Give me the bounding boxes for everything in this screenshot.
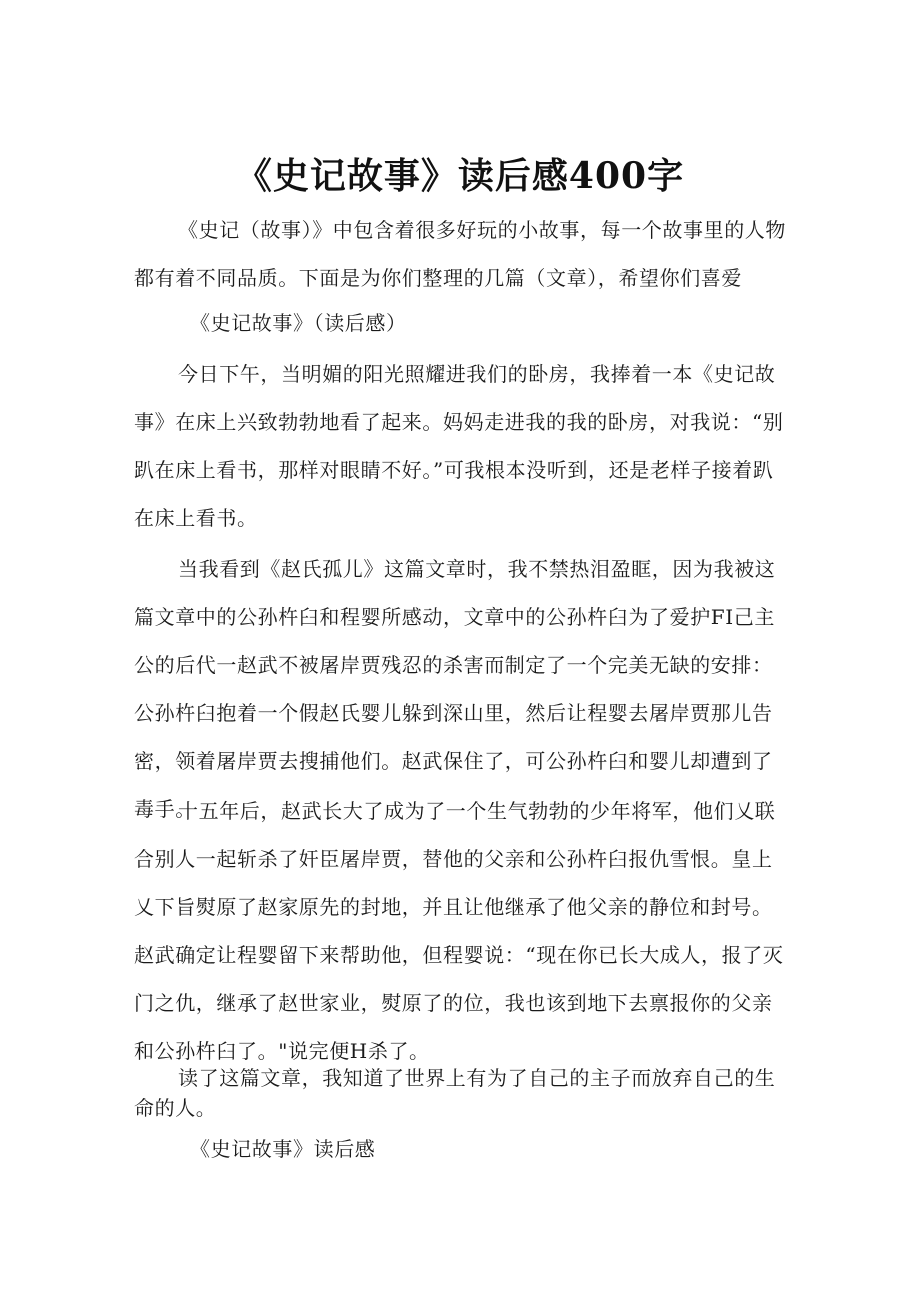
- body-paragraph: 读了这篇文章，我知道了世界上有为了自己的主子而放弃自己的生命的人。: [134, 1066, 776, 1120]
- section-heading: 《史记故事》读后感: [190, 1137, 376, 1161]
- body-paragraph: 当我看到《赵氏孤儿》这篇文章时，我不禁热泪盈眶，因为我被这篇文章中的公孙杵臼和程婴所感动，文章中的公孙杵臼为了爱护FI己主公的后代一赵武不被屠岸贾残忍的杀害而制定了一个完美无缺的安排：公孙杵臼抱着一个假赵氏婴儿躲到深山里，然后让程婴去屠岸贾那儿告密，领着屠岸贾去搜捕他们。赵武保住了，可公孙杵臼和婴儿却遭到了毒手。: [134, 557, 776, 821]
- body-paragraph: 十五年后，赵武长大了成为了一个生气勃勃的少年将军，他们乂联合别人一起斩杀了奸臣屠岸贾，替他的父亲和公孙杵臼报仇雪恨。皇上乂下旨熨原了赵家原先的封地，并且让他继承了他父亲的静位和封号。赵武确定让程婴留下来帮助他，但程婴说：“现在你已长大成人，报了灭门之仇，继承了赵世家业，熨原了的位，我也该到地下去禀报你的父亲和公孙杵臼了。"说完便H杀了。: [134, 799, 784, 1063]
- section-heading: 《史记故事》（读后感）: [190, 311, 407, 335]
- body-paragraph: 今日下午，当明媚的阳光照耀进我们的卧房，我捧着一本《史记故事》在床上兴致勃勃地看了起来。妈妈走进我的我的卧房，对我说：“别趴在床上看书，那样对眼睛不好。”可我根本没听到，还是老样子接着趴在床上看书。: [134, 362, 784, 530]
- intro-paragraph: 《史记（故事）》中包含着很多好玩的小故事，每一个故事里的人物都有着不同品质。下面是为你们整理的几篇（文章），希望你们喜爱: [134, 218, 786, 290]
- document-title: 《史记故事》读后感400字: [235, 155, 685, 198]
